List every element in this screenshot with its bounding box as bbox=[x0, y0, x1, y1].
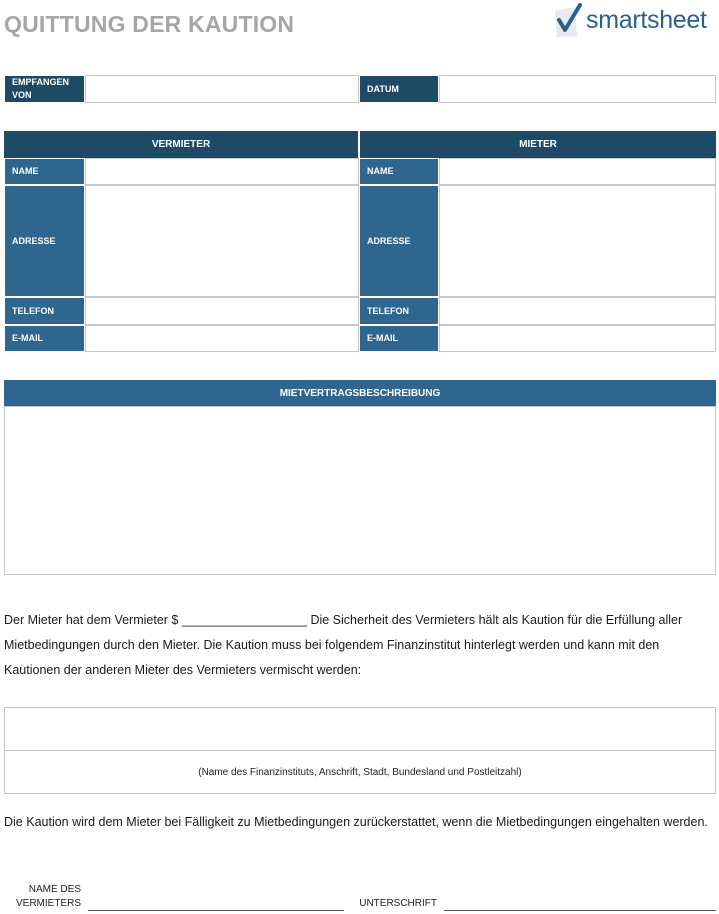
date-label-text: DATUM bbox=[367, 83, 399, 94]
received-from-label bbox=[4, 75, 85, 103]
page-title: QUITTUNG DER KAUTION bbox=[4, 11, 295, 37]
landlord-name-signature-line[interactable] bbox=[88, 910, 344, 911]
lease-description-heading: MIETVERTRAGSBESCHREIBUNG bbox=[4, 380, 716, 406]
landlord-phone-label bbox=[4, 297, 85, 325]
landlord-email-label-text: E-MAIL bbox=[12, 333, 43, 343]
signature-label: UNTERSCHRIFT bbox=[359, 898, 437, 909]
tenant-name-label-text: NAME bbox=[367, 166, 394, 176]
refund-text: Die Kaution wird dem Mieter bei Fälligkeit zu Mietbedingungen zurückerstattet, wenn die Mietbedingungen eingehalten werden. bbox=[4, 815, 708, 829]
tenant-name-label bbox=[359, 158, 439, 185]
institution-caption: (Name des Finanzinstituts, Anschrift, Stadt, Bundesland und Postleitzahl) bbox=[198, 767, 522, 778]
landlord-address-label bbox=[4, 185, 85, 297]
landlord-name-signature-label-line2: VERMIETERS bbox=[15, 898, 81, 909]
tenant-email-label-text: E-MAIL bbox=[367, 333, 398, 343]
received-from-label-text: EMPFANGEN VON bbox=[12, 77, 70, 100]
landlord-name-signature-label-line1: NAME DES bbox=[28, 884, 81, 895]
landlord-heading: VERMIETER bbox=[4, 131, 358, 158]
landlord-name-signature-label bbox=[4, 883, 81, 911]
tenant-address-label-text: ADRESSE bbox=[367, 235, 411, 246]
landlord-address-label-text: ADRESSE bbox=[12, 235, 56, 246]
landlord-name-label-text: NAME bbox=[12, 166, 39, 176]
landlord-email-label bbox=[4, 325, 85, 352]
smartsheet-logo bbox=[553, 3, 715, 39]
date-field[interactable] bbox=[439, 75, 716, 103]
tenant-name-field[interactable] bbox=[439, 158, 716, 185]
tenant-phone-label bbox=[359, 297, 439, 325]
landlord-address-field[interactable] bbox=[85, 185, 359, 297]
landlord-phone-field[interactable] bbox=[85, 297, 359, 325]
landlord-name-label bbox=[4, 158, 85, 185]
tenant-address-label bbox=[359, 185, 439, 297]
logo-text: smartsheet bbox=[586, 6, 707, 34]
date-label bbox=[359, 75, 439, 103]
tenant-phone-label-text: TELEFON bbox=[367, 305, 409, 316]
received-from-field[interactable] bbox=[85, 75, 359, 103]
landlord-name-field[interactable] bbox=[85, 158, 359, 185]
tenant-phone-field[interactable] bbox=[439, 297, 716, 325]
tenant-address-field[interactable] bbox=[439, 185, 716, 297]
tenant-heading: MIETER bbox=[360, 131, 716, 158]
deposit-line-1: Der Mieter hat dem Vermieter $ __________________ Die Sicherheit des Vermieters hält als Kaution für die Erfüllung aller bbox=[4, 613, 683, 627]
lease-description-field[interactable] bbox=[4, 406, 716, 575]
deposit-line-3: Kautionen der anderen Mieter des Vermieters vermischt werden: bbox=[4, 663, 362, 677]
tenant-email-field[interactable] bbox=[439, 325, 716, 352]
checkmark-logo-icon bbox=[553, 3, 583, 39]
landlord-email-field[interactable] bbox=[85, 325, 359, 352]
deposit-line-2: Mietbedingungen durch den Mieter. Die Kaution muss bei folgendem Finanzinstitut hinterlegt werden und kann mit den bbox=[4, 638, 660, 652]
signature-line[interactable] bbox=[444, 910, 716, 911]
institution-field[interactable] bbox=[4, 707, 716, 751]
tenant-email-label bbox=[359, 325, 439, 352]
landlord-phone-label-text: TELEFON bbox=[12, 305, 54, 316]
